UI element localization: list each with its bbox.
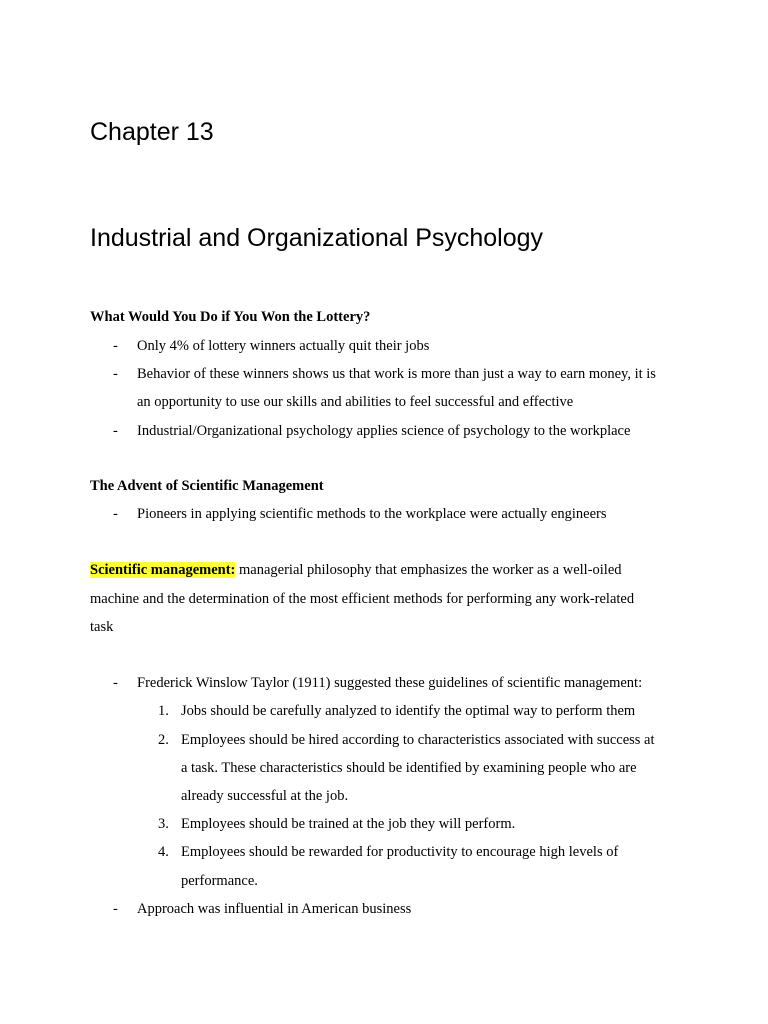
taylor-intro: Frederick Winslow Taylor (1911) suggested these guidelines of scientific management: (137, 675, 643, 691)
section-heading-lottery: What Would You Do if You Won the Lottery? (90, 309, 371, 325)
guideline-1-line-1: Jobs should be carefully analyzed to identify the optimal way to perform them (181, 703, 636, 719)
guideline-2-line-2: a task. These characteristics should be identified by examining people who are (181, 760, 637, 776)
scientific-management-bullet-1: Pioneers in applying scientific methods to the workplace were actually engineers (137, 506, 607, 522)
bullet-marker: - (113, 675, 118, 691)
definition-line-2: machine and the determination of the most efficient methods for performing any work-related (90, 591, 635, 607)
chapter-title: Industrial and Organizational Psychology (90, 224, 544, 252)
definition-line-1 (90, 561, 622, 579)
list-number: 1. (158, 703, 169, 719)
lottery-bullet-3: Industrial/Organizational psychology applies science of psychology to the workplace (137, 423, 631, 439)
chapter-number: Chapter 13 (90, 118, 214, 146)
guideline-4-line-2: performance. (181, 873, 258, 889)
list-number: 3. (158, 816, 169, 832)
bullet-marker: - (113, 423, 118, 439)
list-number: 4. (158, 844, 169, 860)
list-number: 2. (158, 732, 169, 748)
definition-line-3: task (90, 619, 114, 635)
bullet-marker: - (113, 366, 118, 382)
section-heading-scientific-management: The Advent of Scientific Management (90, 478, 324, 494)
guideline-4-line-1: Employees should be rewarded for productivity to encourage high levels of (181, 844, 619, 860)
taylor-closing: Approach was influential in American business (137, 901, 412, 917)
lottery-bullet-2-line-2: an opportunity to use our skills and abilities to feel successful and effective (137, 394, 574, 410)
lottery-bullet-1: Only 4% of lottery winners actually quit their jobs (137, 338, 430, 354)
lottery-bullet-2-line-1: Behavior of these winners shows us that work is more than just a way to earn money, it is (137, 366, 656, 382)
bullet-marker: - (113, 506, 118, 522)
guideline-2-line-3: already successful at the job. (181, 788, 349, 804)
definition-term: Scientific management: (90, 562, 236, 578)
guideline-2-line-1: Employees should be hired according to characteristics associated with success at (181, 732, 655, 748)
bullet-marker: - (113, 901, 118, 917)
bullet-marker: - (113, 338, 118, 354)
definition-text: managerial philosophy that emphasizes the worker as a well-oiled (235, 562, 622, 578)
guideline-3-line-1: Employees should be trained at the job they will perform. (181, 816, 516, 832)
